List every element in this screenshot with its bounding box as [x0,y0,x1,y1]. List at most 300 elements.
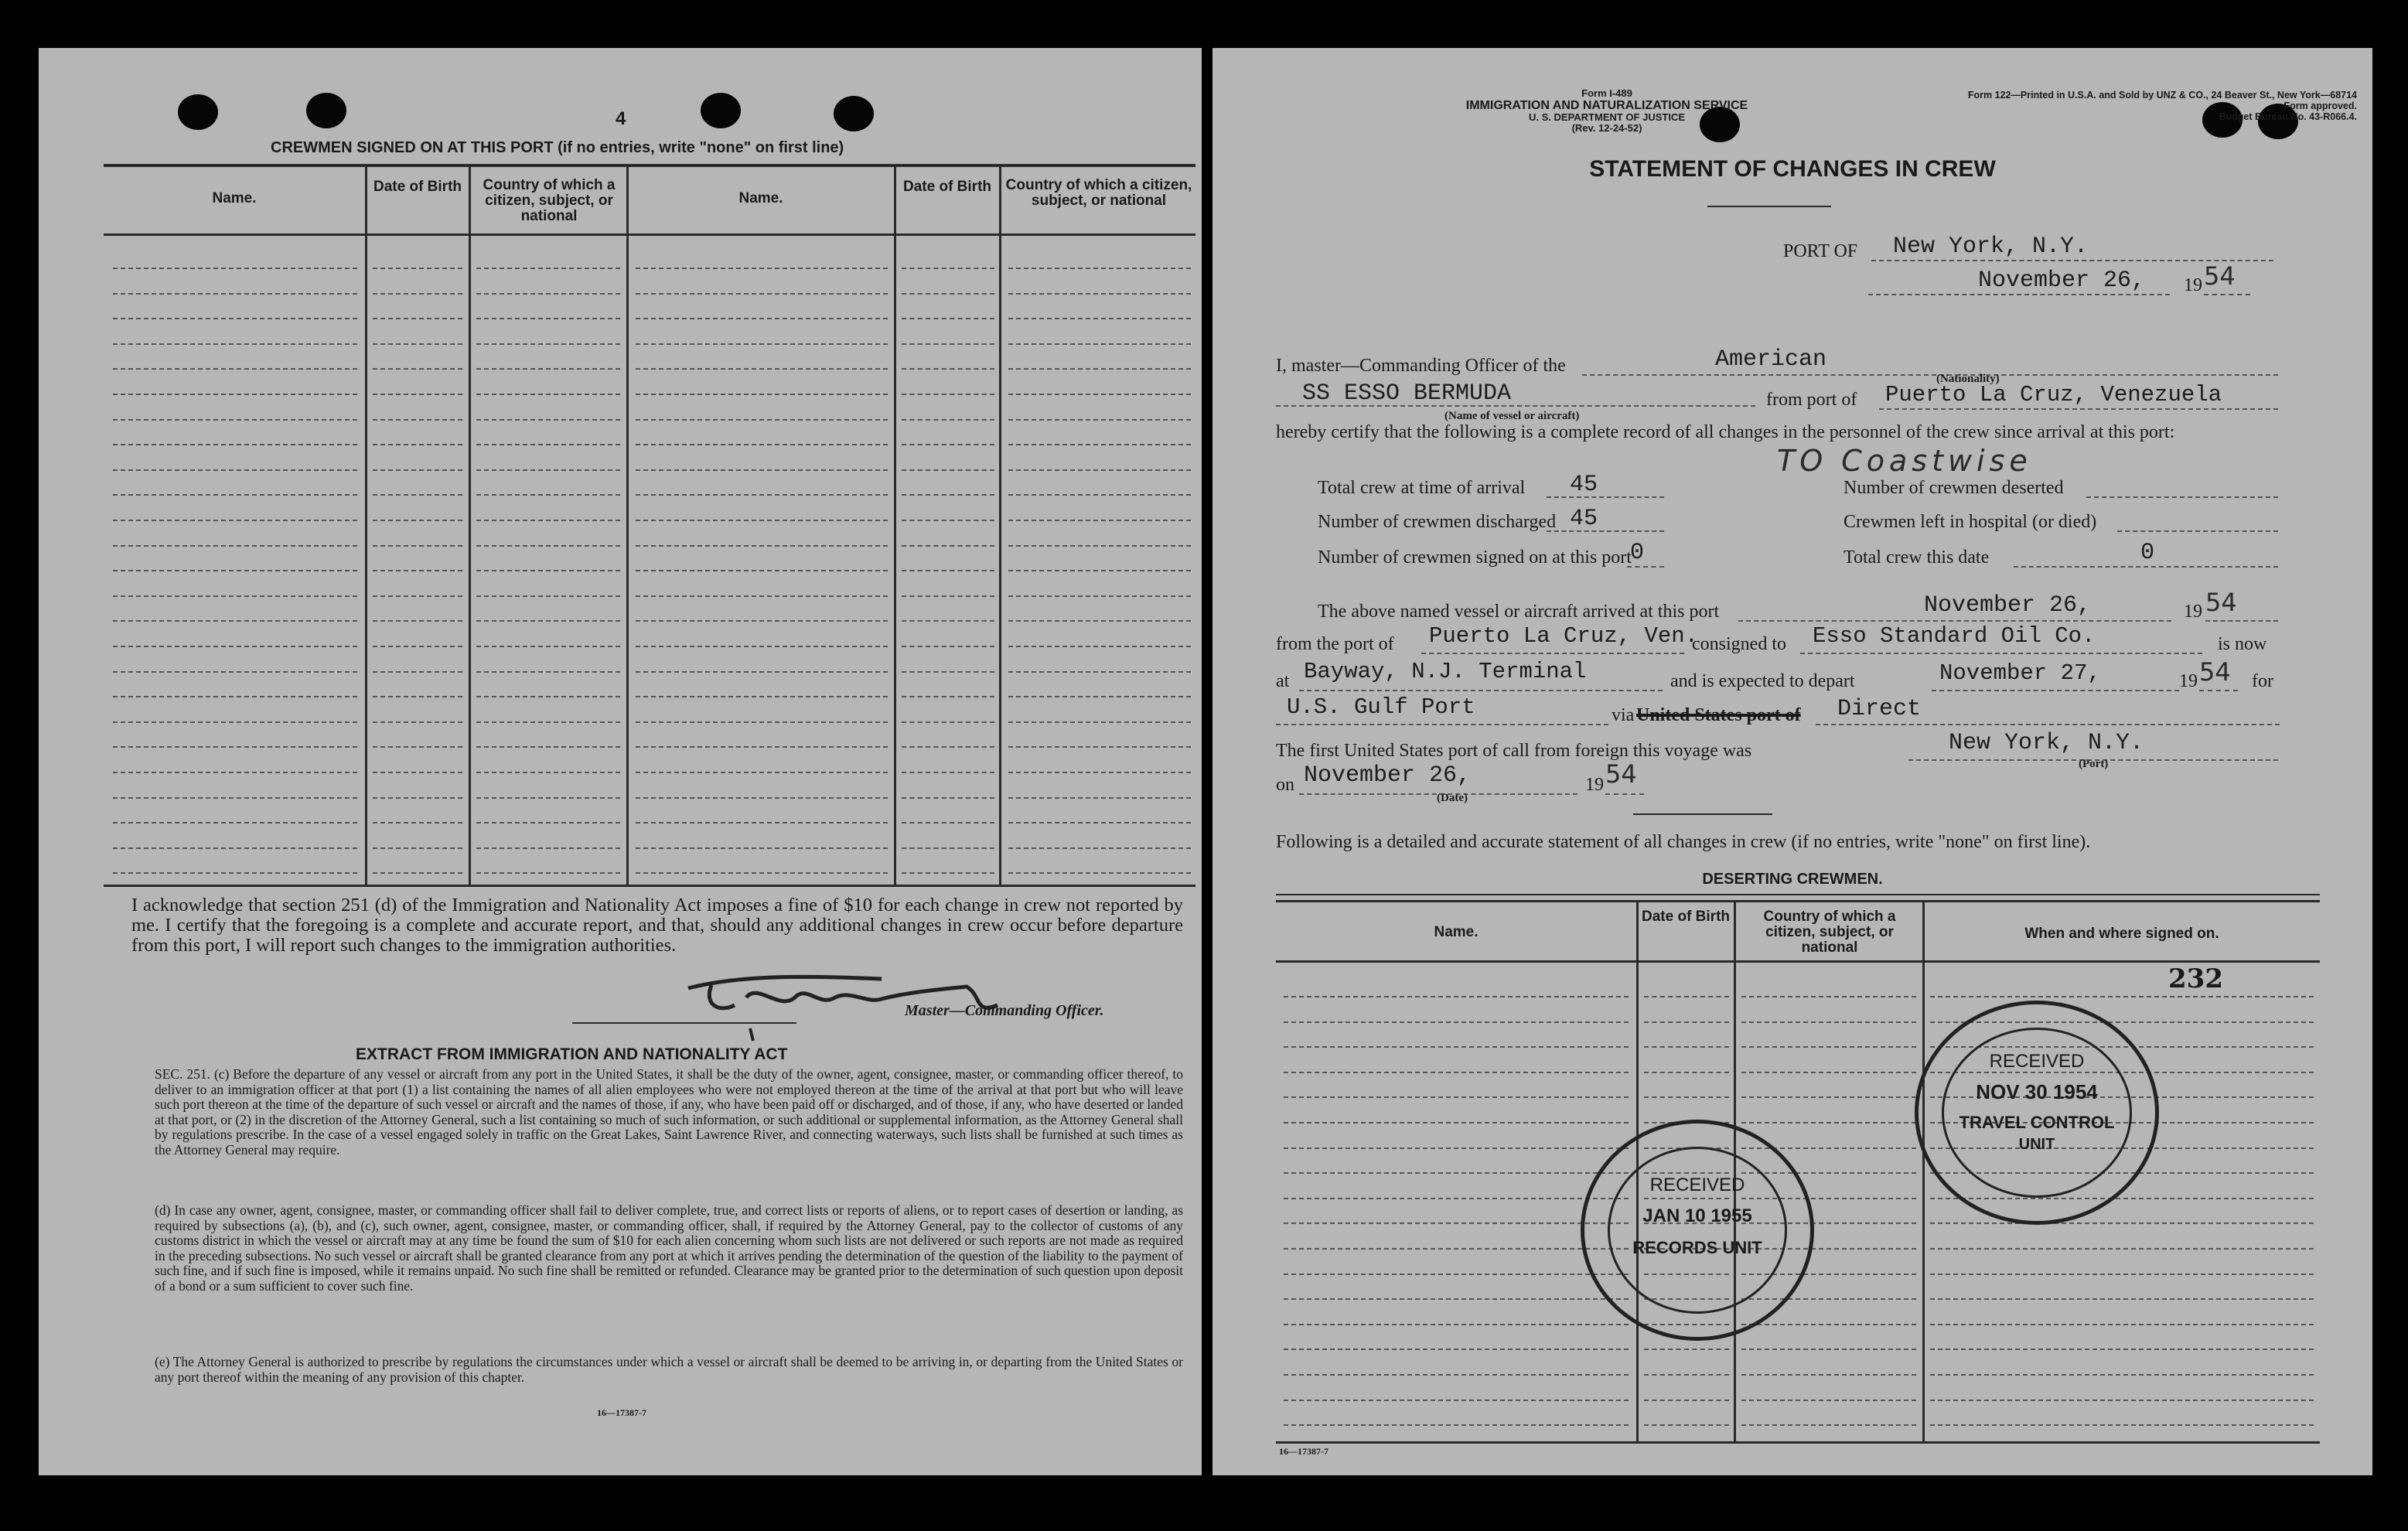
fill-line [1582,374,2278,376]
table-row-line [1930,1248,2314,1250]
table-row-line [1644,996,1729,997]
fill-line [1800,653,2202,654]
table-row-line [636,318,888,319]
column-divider [894,165,896,885]
on-label: on [1276,775,1294,795]
discharged-value: 45 [1570,506,1598,532]
table-row-line [1008,318,1191,319]
date-value: November 26, [1978,268,2146,294]
table-row-line [1741,996,1916,997]
table-row-line [373,847,462,849]
date-year: 54 [2204,261,2236,291]
table-row-line [373,772,462,773]
table-row-line [476,872,620,874]
consigned-label: consigned to [1692,634,1786,654]
table-row-line [476,268,620,269]
table-row-line [1644,1400,1729,1401]
table-row-line [1008,620,1191,622]
table-row-line [113,696,357,697]
at-value: Bayway, N.J. Terminal [1304,659,1587,684]
table-row-line [1284,1324,1629,1325]
table-row-line [902,419,994,421]
table-row-line [476,847,620,849]
year-prefix: 19 [2179,671,2198,691]
table-row-line [113,746,357,748]
table-row-line [113,343,357,345]
table-row-line [113,494,357,496]
table-row-line [476,570,620,571]
on-value: November 26, [1304,762,1472,789]
table-row-line [476,293,620,295]
hospital-label: Crewmen left in hospital (or died) [1844,512,2097,532]
table-row-line [1741,1400,1916,1401]
date-year-prefix: 19 [2184,275,2202,295]
table-row-line [113,520,357,521]
table-row-line [1741,1021,1916,1023]
table-row-line [1644,1021,1729,1023]
table-row-line [1008,772,1191,773]
master-label: I, master—Commanding Officer of the [1276,356,1566,376]
table-row-line [902,847,994,849]
table-row-line [1741,1324,1916,1325]
table-header-rule [1276,960,2320,963]
table-row-line [636,545,888,547]
table-row-line [902,368,994,370]
table-row-line [113,872,357,874]
total-date-label: Total crew this date [1844,547,1990,568]
divider [1633,813,1772,815]
fill-line [2117,530,2278,532]
table-row-line [636,872,888,874]
col-header-when-where: When and where signed on. [2024,926,2219,942]
table-row-line [476,721,620,723]
column-divider [1922,900,1925,1441]
nationality-caption: (Nationality) [1936,373,2000,385]
for-value: U.S. Gulf Port [1287,694,1475,720]
table-row-line [373,268,462,269]
punch-hole [834,96,874,131]
fill-line [1547,496,1664,498]
table-row-line [636,646,888,647]
table-row-line [373,469,462,471]
travel-control-stamp [1915,1001,2159,1225]
fill-line [1627,566,1664,568]
on-year: 54 [1605,759,1637,789]
fill-line [1421,653,1684,654]
from-the-port-value: Puerto La Cruz, Ven. [1429,623,1699,649]
table-bottom-rule [1276,1441,2320,1444]
from-port-value: Puerto La Cruz, Venezuela [1885,382,2222,407]
divider [572,1022,796,1024]
table-row-line [476,419,620,421]
table-row-line [636,343,888,345]
agency-name: IMMIGRATION AND NATURALIZATION SERVICE [1465,99,1748,112]
table-row-line [1284,1248,1629,1250]
table-row-line [636,671,888,673]
fill-line [1276,724,1608,725]
fill-line [1738,620,2171,622]
table-row-line [1284,996,1629,997]
table-row-line [902,570,994,571]
table-row-line [373,595,462,597]
table-row-line [476,545,620,547]
table-row-line [113,469,357,471]
table-row-line [476,343,620,345]
table-row-line [373,318,462,319]
revision: (Rev. 12-24-52) [1571,122,1642,134]
from-port-label: from port of [1766,390,1857,410]
table-row-line [636,721,888,723]
col-header-country: Country of which a citizen, subject, or national [483,177,616,224]
table-row-line [636,822,888,823]
table-row-line [1644,1046,1729,1048]
is-now-label: is now [2218,634,2267,654]
footer-code: 16—17387-7 [597,1407,646,1418]
table-row-line [113,646,357,647]
table-row-line [373,494,462,496]
fill-line [1299,690,1663,691]
table-row-line [902,394,994,395]
table-row-line [902,746,994,748]
table-row-line [1008,746,1191,748]
table-row-line [476,797,620,799]
table-row-line [1284,1298,1629,1300]
table-row-line [636,394,888,395]
column-divider [469,165,471,885]
table-row-line [373,797,462,799]
table-row-line [373,520,462,521]
table-row-line [373,620,462,622]
arrived-year: 54 [2205,588,2237,617]
printer-line: Form 122—Printed in U.S.A. and Sold by UNZ & CO., 24 Beaver St., New York—68714 [1967,90,2357,101]
table-row-line [113,595,357,597]
table-row-line [902,520,994,521]
fill-line [2199,690,2238,691]
budget-line: Budget Bureau No. 43-R066.4. [2219,111,2357,122]
table-row-line [1008,520,1191,521]
table-row-line [1284,1374,1629,1376]
table-row-line [1284,1072,1629,1073]
table-row-line [1008,419,1191,421]
column-divider [626,165,629,885]
table-row-line [1284,1400,1629,1401]
table-row-line [373,746,462,748]
table-row-line [1008,444,1191,445]
table-row-line [113,444,357,445]
date-caption: (Date) [1437,792,1468,804]
section-title: CREWMEN SIGNED ON AT THIS PORT (if no entries, write "none" on first line) [271,139,844,156]
signed-on-label: Number of crewmen signed on at this port [1318,547,1632,568]
table-row-line [1741,1096,1916,1098]
table-row-line [1008,671,1191,673]
year-prefix: 19 [2184,602,2202,622]
table-row-line [902,293,994,295]
signature-caption: Master—Commanding Officer. [905,1002,1104,1019]
table-row-line [476,620,620,622]
column-divider [999,165,1001,885]
table-row-line [636,797,888,799]
first-port-value: New York, N.Y. [1949,730,2144,756]
table-row-line [113,368,357,370]
table-row-line [373,696,462,697]
table-row-line [476,394,620,395]
table-row-line [1008,797,1191,799]
table-row-line [373,721,462,723]
table-row-line [476,368,620,370]
table-row-line [373,872,462,874]
footer-code: 16—17387-7 [1279,1446,1328,1457]
table-row-line [1008,646,1191,647]
for-label: for [2252,671,2273,691]
table-row-line [1008,293,1191,295]
right-page [1213,48,2372,1475]
table-row-line [113,772,357,773]
table-row-line [1008,469,1191,471]
table-row-line [1284,1349,1629,1350]
fill-line [2014,566,2278,568]
table-row-line [1741,1349,1916,1350]
consigned-value: Esso Standard Oil Co. [1813,623,2096,649]
table-row-line [1284,1274,1629,1275]
table-row-line [902,343,994,345]
table-row-line [476,696,620,697]
table-row-line [476,772,620,773]
table-row-line [1930,1222,2314,1224]
punch-hole [306,93,346,128]
table-row-line [902,797,994,799]
table-row-line [476,520,620,521]
table-row-line [373,671,462,673]
table-row-line [113,570,357,571]
table-row-line [902,721,994,723]
extract-paragraph-e: (e) The Attorney General is authorized to prescribe by regulations the circumstances under which a vessel or aircraft shall be deemed to be arriving in, or departing from the United States or any port thereof within the meaning of any provision of this chapter. [155,1354,1183,1385]
table-row-line [1008,494,1191,496]
table-row-line [636,847,888,849]
col-header-country-2: Country of which a citizen, subject, or national [1005,177,1192,209]
form-header-right [1731,90,2357,122]
table-row-line [476,444,620,445]
table-row-line [1644,1072,1729,1073]
stamp2-line2: JAN 10 1955 [1642,1205,1752,1226]
table-row-line [1008,847,1191,849]
table-row-line [636,746,888,748]
total-crew-label: Total crew at time of arrival [1318,478,1526,498]
table-row-line [373,646,462,647]
table-row-line [636,520,888,521]
table-row-line [476,318,620,319]
table-row-line [1284,1172,1629,1174]
fill-line [2204,294,2250,295]
table-row-line [476,595,620,597]
table-row-line [902,772,994,773]
approval-line: Form approved. [2284,101,2357,111]
table-row-line [1008,822,1191,823]
table-row-line [902,469,994,471]
table-row-line [636,494,888,496]
table-row-line [476,469,620,471]
table-row-line [1644,1096,1729,1098]
table-row-line [1644,1424,1729,1426]
expected-label: and is expected to depart [1670,671,1855,691]
master-signature [673,959,1028,1044]
stamp1-line4: UNIT [2018,1136,2055,1153]
table-row-line [113,419,357,421]
table-row-line [636,570,888,571]
table-row-line [476,746,620,748]
stamp1-line2: NOV 30 1954 [1976,1080,2098,1103]
table-row-line [476,494,620,496]
punch-hole [178,94,218,130]
table-row-line [902,872,994,874]
port-label: PORT OF [1783,241,1858,261]
total-crew-value: 45 [1570,472,1598,498]
table-row-line [113,822,357,823]
via-struck-text: United States port of [1636,705,1801,725]
depart-year: 54 [2199,657,2231,687]
table-row-line [636,620,888,622]
table-row-line [113,268,357,269]
table-row-line [636,696,888,697]
fill-line [1547,530,1664,532]
table-row-line [113,545,357,547]
col-header-name-2: Name. [738,190,783,206]
year-prefix: 19 [1585,775,1604,795]
table-top-rule [1276,894,2320,902]
table-header-rule [104,234,1195,236]
table-row-line [636,595,888,597]
stamp-number: 232 [2168,963,2223,994]
table-row-line [1930,1424,2314,1426]
table-row-line [1930,996,2314,997]
nationality-value: American [1715,346,1827,373]
arrived-label: The above named vessel or aircraft arrived at this port [1318,602,1720,622]
fill-line [2086,496,2278,498]
page-number: 4 [616,108,626,129]
table-row-line [1930,1349,2314,1350]
table-row-line [636,469,888,471]
table-row-line [1008,872,1191,874]
table-row-line [1008,696,1191,697]
table-row-line [1930,1324,2314,1325]
col-header-country: Country of which a citizen, subject, or national [1763,909,1896,956]
port-value: New York, N.Y. [1893,234,2089,260]
table-row-line [1284,1198,1629,1199]
table-row-line [1284,1096,1629,1098]
table-row-line [1930,1400,2314,1401]
col-header-name: Name. [1434,924,1479,940]
table-bottom-rule [104,885,1195,887]
table-row-line [1741,1424,1916,1426]
vessel-caption: (Name of vessel or aircraft) [1444,410,1580,422]
table-row-line [636,293,888,295]
deserted-label: Number of crewmen deserted [1844,478,2064,498]
table-row-line [1741,1122,1916,1124]
table-top-rule [104,164,1195,167]
left-page [39,48,1202,1475]
table-row-line [902,620,994,622]
table-row-line [373,419,462,421]
table-row-line [902,595,994,597]
extract-title: EXTRACT FROM IMMIGRATION AND NATIONALITY ACT [356,1045,788,1063]
handwritten-note: TO Coastwise [1777,444,2032,478]
fill-line [1816,724,2280,725]
vessel-value: SS ESSO BERMUDA [1302,380,1512,407]
stamp2-line1: RECEIVED [1649,1175,1745,1195]
fill-line [1879,408,2278,410]
table-row-line [373,822,462,823]
table-row-line [902,444,994,445]
table-row-line [902,545,994,547]
fill-line [1868,294,2170,295]
column-divider [365,165,367,885]
table-row-line [1930,1374,2314,1376]
signed-on-value: 0 [1630,540,1645,566]
table-row-line [373,394,462,395]
table-row-line [636,444,888,445]
table-row-line [1008,368,1191,370]
port-caption: (Port) [2079,758,2109,770]
extract-paragraph-c: SEC. 251. (c) Before the departure of any vessel or aircraft from any port in the United States, it shall be the duty of the owner, agent, consignee, master, or commanding officer thereof, to deliver to an immigration officer at that port (1) a list containing the names of all alien employees who were not employed thereon at the time of the arrival at that port but who will leave such port thereon at the time of the departure of such vessel or aircraft and the names of those, if any, who have been paid off or discharged, and of those, if any, who have deserted or landed at that port, or (2) in the discretion of the Attorney General, such a list containing so much of such information, or such additional or supplemental information, as the Attorney General shall by regulations prescribe. In the case of a vessel engaged solely in traffic on the Great Lakes, Saint Lawrence River, and connecting waterways, such lists shall be furnished at such times as the Attorney General may require. [155,1066,1183,1158]
form-title: STATEMENT OF CHANGES IN CREW [1589,156,1996,182]
table-row-line [113,394,357,395]
table-row-line [1284,1424,1629,1426]
discharged-label: Number of crewmen discharged [1318,512,1557,532]
first-port-label: The first United States port of call from foreign this voyage was [1276,741,1752,761]
table-row-line [902,696,994,697]
table-row-line [1741,1072,1916,1073]
table-row-line [373,343,462,345]
table-row-line [636,772,888,773]
fill-line [1932,690,2179,691]
col-header-dob: Date of Birth [1642,909,1730,925]
table-row-line [1284,1147,1629,1149]
stamp1-line1: RECEIVED [1989,1051,2085,1072]
table-row-line [1008,595,1191,597]
from-the-port-label: from the port of [1276,634,1394,654]
certify-text: hereby certify that the following is a complete record of all changes in the personnel of the crew since arrival at this port: [1276,422,2175,442]
table-row-line [113,293,357,295]
deserting-title: DESERTING CREWMEN. [1702,871,1883,888]
table-row-line [902,822,994,823]
table-row-line [902,494,994,496]
table-row-line [113,847,357,849]
table-row-line [636,368,888,370]
table-row-line [1741,1046,1916,1048]
table-row-line [476,646,620,647]
divider [1707,206,1831,207]
table-row-line [476,822,620,823]
table-row-line [1284,1222,1629,1224]
table-row-line [113,797,357,799]
table-row-line [902,268,994,269]
records-unit-stamp [1581,1120,1814,1341]
table-row-line [1741,1374,1916,1376]
table-row-line [113,318,357,319]
extract-paragraph-d: (d) In case any owner, agent, consignee, master, or commanding officer shall fail to deliver complete, true, and correct lists or reports of aliens, or to report cases of desertion or landing, as required by subsections (a), (b), and (c), such owner, agent, consignee, master, or commanding officer, shall, if required by the Attorney General, pay to the collector of customs of any customs district in which the vessel or aircraft may at any time be found the sum of $10 for each alien concerning whom such lists are not delivered or such reports are not made as required in the preceding subsections. No such vessel or aircraft shall be granted clearance from any port at which it arrives pending the determination of the question of the liability to the payment of such fine, and if such fine is imposed, while it remains unpaid. No such fine shall be remitted or refunded. Clearance may be granted prior to the determination of such question upon deposit of a bond or a sum sufficient to cover such fine. [155,1202,1183,1294]
table-row-line [1008,394,1191,395]
table-row-line [1930,1274,2314,1275]
arrived-value: November 26, [1924,592,2092,619]
fill-line [1605,793,1644,795]
table-row-line [636,419,888,421]
table-row-line [1284,1122,1629,1124]
table-row-line [902,318,994,319]
following-text: Following is a detailed and accurate statement of all changes in crew (if no entries, write "none" on first line). [1276,832,2091,852]
table-row-line [373,293,462,295]
table-row-line [1284,1046,1629,1048]
table-row-line [113,671,357,673]
via-label: via [1612,705,1635,725]
